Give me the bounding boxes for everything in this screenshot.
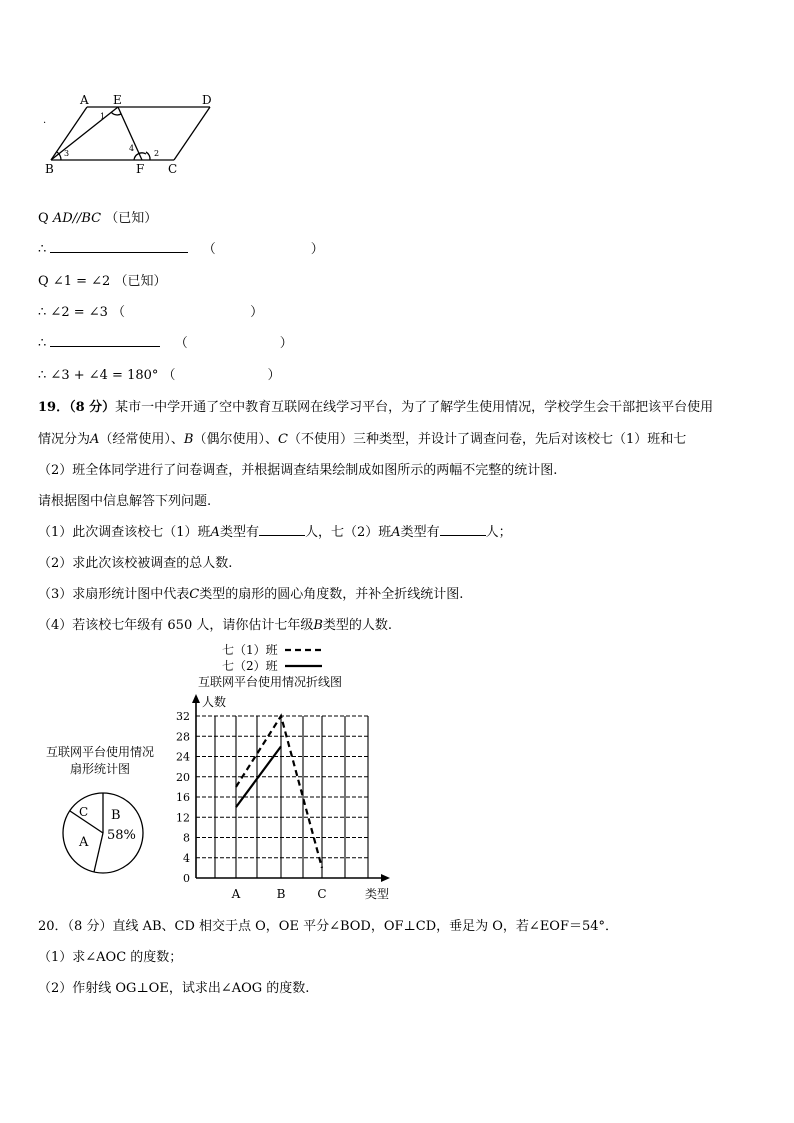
x-axis-arrow xyxy=(381,874,390,882)
parallelogram-figure xyxy=(40,90,230,180)
q20-line-1 xyxy=(38,915,618,934)
type-a: A xyxy=(90,432,100,447)
reason-close: ） xyxy=(279,336,293,351)
q19-text: 某市一中学开通了空中教育互联网在线学习平台，为了了解学生使用情况，学校学生会干部把该平台使用 xyxy=(115,400,714,415)
point-label-c: C xyxy=(168,162,178,176)
therefore-q: Q xyxy=(38,274,49,289)
angle-label-1: 1 xyxy=(100,112,106,121)
q19-line-1 xyxy=(38,396,713,415)
y-tick-label: 16 xyxy=(176,791,190,804)
reason-close: ） xyxy=(250,305,264,320)
y-tick-label: 24 xyxy=(176,750,190,764)
pie-chart xyxy=(55,785,151,881)
pie-slice-label-c: C xyxy=(79,805,89,819)
q19-text: （3）求扇形统计图中代表 xyxy=(38,587,190,602)
y-tick-label: 4 xyxy=(183,851,190,865)
type-b: B xyxy=(313,618,323,633)
y-tick-label: 12 xyxy=(176,811,190,825)
x-tick-label: A xyxy=(231,887,241,901)
q19-text: 情况分为 xyxy=(38,432,91,447)
q19-sub-1 xyxy=(38,521,512,540)
proof-reason: （已知） xyxy=(114,274,167,289)
q19-text: （4）若该校七年级有 650 人，请你估计七年级 xyxy=(38,618,314,633)
stray-dot: . xyxy=(43,115,47,126)
y-tick-labels xyxy=(176,710,190,885)
x-tick-labels xyxy=(231,887,327,901)
type-a: A xyxy=(210,525,220,540)
reason-open: （ xyxy=(202,242,216,257)
pie-title-line-1: 互联网平台使用情况 xyxy=(45,745,154,759)
proof-line-4 xyxy=(38,301,263,320)
type-b: B xyxy=(183,432,194,447)
reason-open: （ xyxy=(174,336,188,351)
proof-reason: （已知） xyxy=(105,211,158,226)
pie-divider-bottom xyxy=(94,833,103,872)
type-a: A xyxy=(391,525,401,540)
y-axis-label: 人数 xyxy=(202,695,227,709)
proof-line-5 xyxy=(38,332,293,351)
q19-text: 类型的扇形的圆心角度数，并补全折线统计图. xyxy=(199,587,464,602)
y-tick-label: 32 xyxy=(176,710,190,723)
series-line-class-1 xyxy=(236,716,322,868)
q19-text: （经常使用）、 xyxy=(99,432,184,447)
q19-sub-4 xyxy=(38,614,392,633)
proof-line-2 xyxy=(38,238,324,257)
x-tick-label: B xyxy=(276,887,286,901)
q20-text: 20．（8 分）直线 AB、CD 相交于点 O，OE 平分∠BOD，OF⊥CD，垂足为 O，若∠EOF＝54°． xyxy=(38,919,619,934)
pie-slice-label-a: A xyxy=(79,835,89,850)
q19-text: （2）班全体同学进行了问卷调查，并根据调查结果绘制成如图所示的两幅不完整的统计图. xyxy=(38,463,558,478)
q19-text: （不使用）三种类型，并设计了调查问卷，先后对该校七（1）班和七 xyxy=(287,432,687,447)
proof-expr: ∠2 = ∠3 xyxy=(50,305,108,320)
line-chart-title: 互联网平台使用情况折线图 xyxy=(198,675,343,689)
q19-text: 人，七（2）班 xyxy=(304,525,392,540)
y-tick-label: 8 xyxy=(183,831,190,845)
answer-blank-1[interactable] xyxy=(259,523,305,536)
point-label-f: F xyxy=(136,162,145,176)
proof-line-3 xyxy=(38,270,166,289)
reason-open: （ xyxy=(162,368,176,383)
proof-expr: ∠1 = ∠2 xyxy=(52,274,111,289)
type-c: C xyxy=(189,587,200,602)
reason-close: ） xyxy=(310,242,324,257)
pie-slice-value-b: 58% xyxy=(107,828,136,843)
q19-text: 类型的人数. xyxy=(322,618,393,633)
q19-text: 类型有 xyxy=(400,525,440,540)
proof-line-6 xyxy=(38,364,281,383)
q19-line-4 xyxy=(38,490,211,509)
q19-text: 请根据图中信息解答下列问题. xyxy=(38,494,212,509)
x-tick-label: C xyxy=(317,887,327,901)
point-label-a: A xyxy=(80,93,89,107)
pie-chart-title xyxy=(30,744,170,778)
answer-blank[interactable] xyxy=(50,334,160,347)
segment-be xyxy=(51,107,118,160)
line-chart xyxy=(170,640,400,902)
therefore-symbol: ∴ xyxy=(38,336,47,351)
angle-label-3: 3 xyxy=(64,149,70,158)
type-c: C xyxy=(278,432,288,447)
chart-legend xyxy=(222,642,322,673)
q20-text: （1）求∠AOC 的度数； xyxy=(38,950,183,965)
point-label-e: E xyxy=(113,93,122,107)
q19-text: （偶尔使用）、 xyxy=(193,432,278,447)
proof-expr: ∠3 + ∠4 = 180° xyxy=(50,368,159,383)
y-tick-label: 20 xyxy=(176,770,190,784)
segment-dc xyxy=(174,107,210,160)
q19-sub-3 xyxy=(38,583,463,602)
q20-sub-2 xyxy=(38,977,309,996)
angle-arc-2 xyxy=(146,152,150,160)
angle-label-2: 2 xyxy=(154,149,160,158)
y-tick-label: 0 xyxy=(183,872,190,885)
chart-axes xyxy=(192,694,390,882)
proof-expr: AD//BC xyxy=(52,211,102,226)
pie-slice-label-b: B xyxy=(111,808,121,823)
proof-line-1 xyxy=(38,207,157,226)
q19-text: （1）此次调查该校七（1）班 xyxy=(38,525,211,540)
therefore-symbol: ∴ xyxy=(38,242,47,257)
q19-number: 19．（8 分） xyxy=(38,400,116,415)
angle-arc-1 xyxy=(111,112,121,115)
therefore-q: Q xyxy=(38,211,49,226)
q19-sub-2 xyxy=(38,552,232,571)
point-label-d: D xyxy=(202,93,212,107)
answer-blank-2[interactable] xyxy=(440,523,486,536)
q19-line-3 xyxy=(38,459,557,478)
chart-grid xyxy=(196,716,368,878)
reason-close: ） xyxy=(267,368,281,383)
pie-title-line-2: 扇形统计图 xyxy=(69,762,130,776)
q19-text: 人； xyxy=(485,525,512,540)
reason-open: （ xyxy=(112,305,126,320)
q19-text: （2）求此次该校被调查的总人数. xyxy=(38,556,233,571)
point-label-b: B xyxy=(45,162,54,176)
legend-label: 七（1）班 xyxy=(222,643,278,657)
q19-line-2 xyxy=(38,428,686,447)
x-axis-label: 类型 xyxy=(365,887,390,901)
answer-blank[interactable] xyxy=(50,240,188,253)
q20-sub-1 xyxy=(38,946,182,965)
angle-label-4: 4 xyxy=(129,144,135,153)
therefore-symbol: ∴ xyxy=(38,368,47,383)
chart-series xyxy=(236,716,322,868)
legend-label: 七（2）班 xyxy=(222,659,278,673)
q20-text: （2）作射线 OG⊥OE，试求出∠AOG 的度数. xyxy=(38,981,310,996)
y-axis-arrow xyxy=(192,694,200,703)
q19-text: 类型有 xyxy=(219,525,259,540)
y-tick-label: 28 xyxy=(176,730,190,744)
therefore-symbol: ∴ xyxy=(38,305,47,320)
